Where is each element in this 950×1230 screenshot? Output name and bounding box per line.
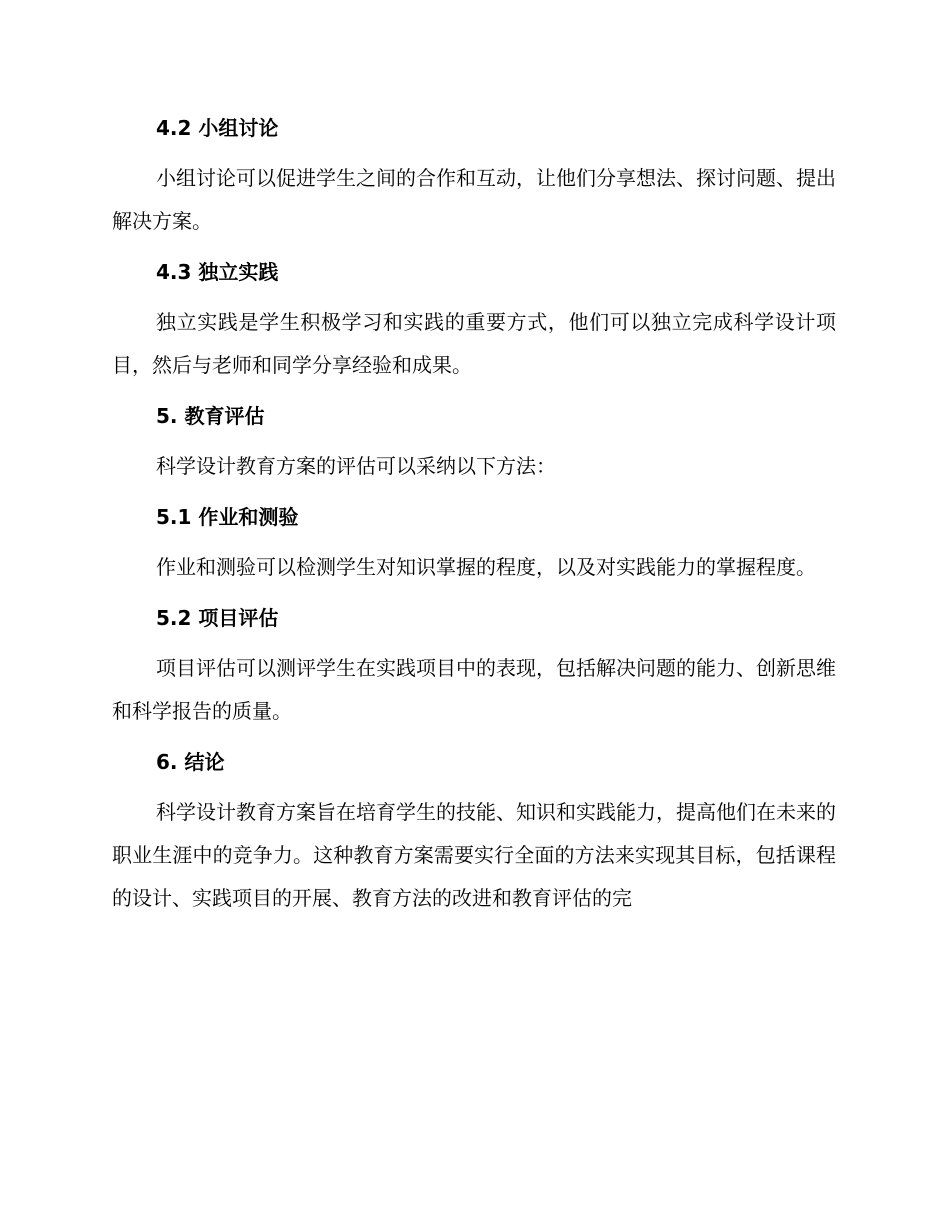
section-paragraph-5: 科学设计教育方案的评估可以采纳以下方法： xyxy=(156,454,556,478)
section-heading-5-1: 5.1 作业和测验 xyxy=(156,505,299,529)
section-paragraph-4-2: 小组讨论可以促进学生之间的合作和互动，让他们分享想法、探讨问题、提出解决方案。 xyxy=(112,166,836,233)
section-heading-5-2: 5.2 项目评估 xyxy=(156,606,279,630)
section-paragraph-5-2: 项目评估可以测评学生在实践项目中的表现，包括解决问题的能力、创新思维和科学报告的质量。 xyxy=(112,656,836,723)
section-paragraph-6: 科学设计教育方案旨在培育学生的技能、知识和实践能力，提高他们在未来的职业生涯中的竞争力。这种教育方案需要实行全面的方法来实现其目标，包括课程的设计、实践项目的开展、教育方法的改进和教育评估的完 xyxy=(112,800,836,910)
section-heading-6: 6. 结论 xyxy=(156,750,225,774)
section-paragraph-4-3: 独立实践是学生积极学习和实践的重要方式，他们可以独立完成科学设计项目，然后与老师和同学分享经验和成果。 xyxy=(112,310,836,377)
document-body xyxy=(112,108,836,920)
section-heading-5: 5. 教育评估 xyxy=(156,404,265,428)
section-paragraph-5-1: 作业和测验可以检测学生对知识掌握的程度，以及对实践能力的掌握程度。 xyxy=(156,555,816,579)
section-heading-4-3: 4.3 独立实践 xyxy=(156,260,279,284)
section-heading-4-2: 4.2 小组讨论 xyxy=(156,116,279,140)
